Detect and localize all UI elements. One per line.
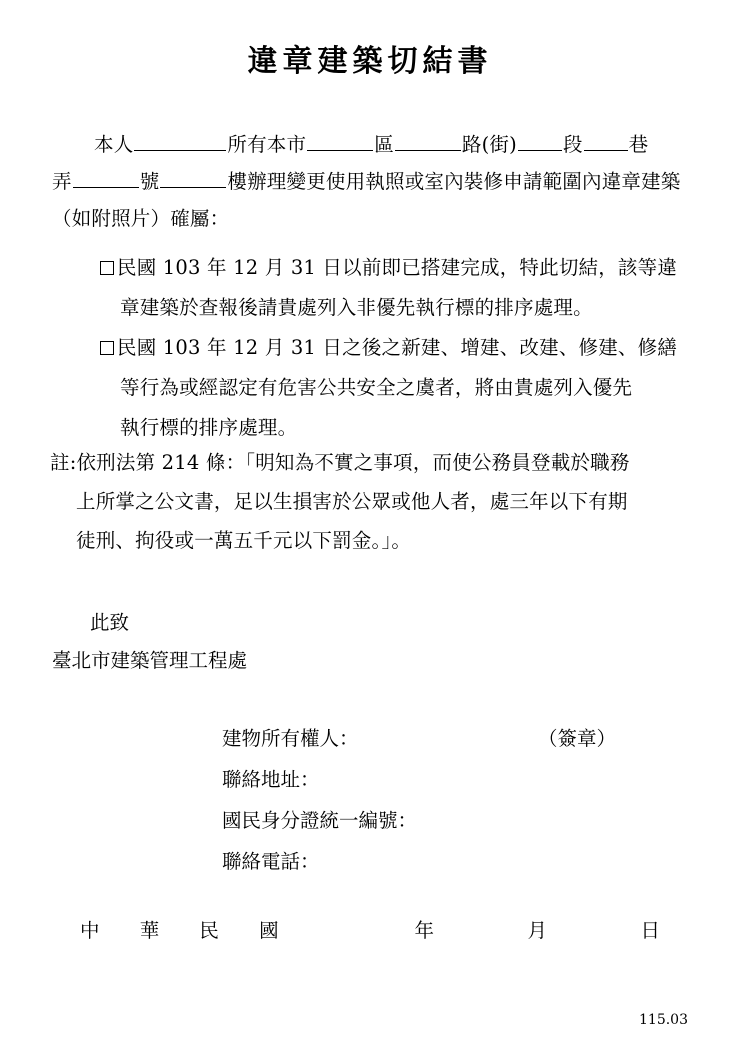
closing-recipient: 臺北市建築管理工程處: [52, 649, 248, 672]
page-title: 違章建築切結書: [247, 44, 493, 79]
signature-seal-note: （簽章）: [538, 727, 617, 750]
preamble-line-1: [52, 126, 688, 163]
declaration-2-line-3: 執行標的排序處理。: [120, 416, 298, 439]
date-year-blank[interactable]: [296, 915, 415, 943]
date-roc-prefix: 中 華 民 國: [80, 919, 296, 942]
blank-alley[interactable]: [73, 168, 139, 189]
declaration-item-1: [52, 248, 688, 328]
declaration-1-line-2: 章建築於查報後請貴處列入非優先執行標的排序處理。: [120, 296, 593, 319]
preamble-text-qu: 區: [374, 133, 394, 156]
signature-phone-label: 聯絡電話：: [222, 850, 320, 873]
blank-district[interactable]: [307, 131, 373, 152]
legal-note-block: [50, 443, 690, 560]
signature-address-row: [222, 759, 692, 800]
legal-note-line-1: 註:依刑法第 214 條：「明知為不實之事項，而使公務員登載於職務: [50, 451, 630, 474]
preamble-text-rest: 樓辦理變更使用執照或室內裝修申請範圍內違章建築: [227, 170, 681, 193]
footer-form-code: 115.03: [639, 1012, 688, 1028]
declaration-item-2: [52, 328, 688, 448]
closing-salutation: 此致: [90, 611, 130, 634]
declaration-list: [52, 248, 688, 448]
blank-lane[interactable]: [584, 131, 628, 152]
declaration-2-line-2: 等行為或經認定有危害公共安全之虞者，將由貴處列入優先: [120, 376, 633, 399]
declaration-2-text-1: 民國 103 年 12 月 31 日之後之新建、增建、改建、修建、修繕: [117, 336, 678, 359]
preamble-text-nong: 弄: [52, 170, 72, 193]
declaration-2-line-1: [52, 328, 688, 368]
preamble-text-suoyou: 所有本市: [227, 133, 307, 156]
signature-block: [222, 718, 692, 882]
preamble-text-lu: 路(街): [461, 133, 517, 156]
date-month-blank[interactable]: [434, 915, 528, 943]
preamble-line-2: [52, 163, 688, 200]
signature-owner-row: [222, 718, 692, 759]
signature-id-label: 國民身分證統一編號：: [222, 809, 418, 832]
date-month-label: 月: [527, 919, 547, 942]
legal-note-line-3: 徒刑、拘役或一萬五千元以下罰金。」。: [76, 529, 412, 552]
checkbox-declaration-2[interactable]: [100, 341, 114, 355]
checkbox-declaration-1[interactable]: [100, 261, 114, 275]
legal-note-line-2: 上所掌之公文書，足以生損害於公眾或他人者，處三年以下有期: [76, 490, 628, 513]
date-day-blank[interactable]: [547, 915, 641, 943]
blank-road[interactable]: [395, 131, 461, 152]
signature-id-row: [222, 800, 692, 841]
signature-phone-row: [222, 841, 692, 882]
signature-address-label: 聯絡地址：: [222, 768, 320, 791]
blank-floor[interactable]: [160, 168, 226, 189]
blank-section[interactable]: [518, 131, 562, 152]
date-day-label: 日: [640, 919, 660, 942]
closing-block: [52, 604, 552, 680]
preamble-text-benren: 本人: [94, 133, 134, 156]
signature-owner-label: 建物所有權人：: [222, 727, 359, 750]
date-year-label: 年: [414, 919, 434, 942]
blank-owner-name[interactable]: [134, 131, 226, 152]
preamble-block: [52, 126, 688, 237]
preamble-line-3: （如附照片）確屬：: [52, 207, 230, 230]
preamble-text-xiang: 巷: [628, 133, 649, 156]
date-line: [80, 915, 660, 943]
declaration-1-line-1: [52, 248, 688, 288]
preamble-text-hao: 號: [139, 170, 160, 193]
declaration-1-text-1: 民國 103 年 12 月 31 日以前即已搭建完成，特此切結，該等違: [117, 256, 678, 279]
preamble-text-duan: 段: [562, 133, 583, 156]
